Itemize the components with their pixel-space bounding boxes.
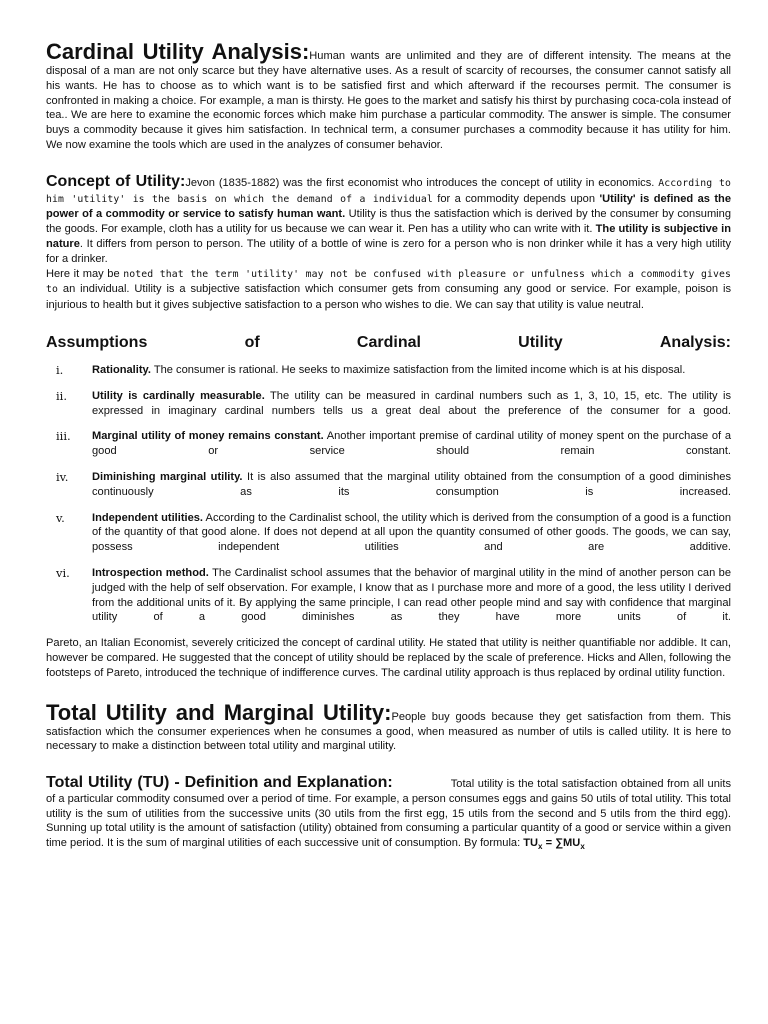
list-item-number: ii. <box>56 388 68 403</box>
pareto-paragraph: Pareto, an Italian Economist, severely criticized the concept of cardinal utility. He stated that utility is neither quantifiable nor addible. It can, however be compared. He suggested that the concept of utility should be replaced by the scale of preference. Hicks and Allen, following the footsteps of Pareto, introduced the technique of indifference curves. The cardinal utility approach is thus replaced by ordinal utility function. <box>46 637 731 679</box>
list-item-number: iv. <box>56 469 69 484</box>
formula-rhs: = ∑MU <box>542 837 581 850</box>
tu-mu-text: People buy goods because they get satisfaction from them. This satisfaction which the consumer experiences when he consumes a good, when measured as number of utils is called utility. It is here to necessary to make a distinction between total utility and marginal utility. <box>46 710 731 753</box>
tu-paragraph <box>46 776 731 855</box>
concept-text-7: noted that the term 'utility' may not be confused with pleasure or unfulness which a commodity gives to <box>46 268 732 296</box>
list-item <box>46 363 731 378</box>
concept-title: Concept of Utility: <box>46 172 186 190</box>
list-item-number: iii. <box>56 429 71 444</box>
list-item-bold: Introspection method. <box>92 566 209 579</box>
intro-title: Cardinal Utility Analysis: <box>46 39 310 64</box>
list-item-bold: Rationality. <box>92 363 151 376</box>
concept-bold-1: 'Utility' is defined as the power of a commodity or service to satisfy human want. <box>46 192 731 221</box>
list-item <box>46 566 731 625</box>
list-item-text <box>92 363 731 378</box>
concept-text-5: . It differs from person to person. The utility of a bottle of wine is zero for a person who is non drinker while it has a very high utility for a drinker. <box>46 237 731 265</box>
list-item-body: Another important premise of cardinal utility of money spent on the purchase of a good or service should remain constant. <box>92 430 731 458</box>
list-item <box>46 429 731 459</box>
tu-mu-paragraph <box>46 701 731 755</box>
concept-text-2: According to him 'utility' is the basis on which the demand of a individual <box>46 177 731 205</box>
list-item <box>46 511 731 555</box>
concept-text-4: Utility is thus the satisfaction which is derived by the consumer by consuming the goods. For example, cloth has a utility for us because we can wear it. Pen has a utility who can write with it. <box>46 208 731 236</box>
list-item-text <box>92 511 731 555</box>
tu-mu-title: Total Utility and Marginal Utility: <box>46 699 392 725</box>
list-item-bold: Independent utilities. <box>92 511 204 524</box>
concept-paragraph <box>46 172 732 313</box>
tu-title: Total Utility (TU) - Definition and Explanation: <box>46 774 393 792</box>
intro-text: Human wants are unlimited and they are of different intensity. The means at the disposal of a man are not only scarce but they have alternative uses. As a result of scarcity of recourses, the consumer cannot satisfy all his wants. He has to choose as to which want is to be satisfied first and which afterward if the recourses permit. The consumer is confronted in making a choice. For example, a man is thirsty. He goes to the market and satisfy his thirst by purchasing coca-cola instead of tea.. We are here to examine the economic forces which make him purchase a particular commodity. The answer is simple. The consumer buys a commodity because it gives him satisfaction. In technical term, a consumer purchases a commodity because it has utility for him. We now examine the tools which are used in the analyzes of consumer behavior. <box>46 50 731 151</box>
assumptions-heading-word: of <box>244 333 260 351</box>
list-item-text <box>92 429 731 459</box>
tu-formula <box>523 837 585 852</box>
list-item-bold: Marginal utility of money remains constant. <box>92 430 324 443</box>
assumptions-heading-word: Utility <box>518 333 563 351</box>
list-item-body: The consumer is rational. He seeks to maximize satisfaction from the limited income which is at his disposal. <box>150 363 686 376</box>
list-item-text <box>92 470 731 500</box>
assumptions-heading <box>46 333 731 353</box>
intro-paragraph <box>46 40 731 153</box>
document-page <box>46 40 731 855</box>
list-item-number: i. <box>56 362 64 377</box>
assumptions-heading-word: Analysis: <box>659 333 731 351</box>
list-item <box>46 470 731 500</box>
assumptions-list <box>46 363 731 625</box>
concept-bold-2: The utility is subjective in nature <box>46 223 731 250</box>
list-item-number: v. <box>56 510 65 525</box>
list-item-text <box>92 566 731 625</box>
list-item <box>46 389 731 419</box>
concept-text-6: Here it may be <box>46 267 124 280</box>
assumptions-heading-word: Assumptions <box>46 333 148 351</box>
concept-text-3: for a commodity depends upon <box>432 192 600 205</box>
list-item-text <box>92 389 731 419</box>
assumptions-heading-word: Cardinal <box>356 333 421 351</box>
list-item-body: The Cardinalist school assumes that the behavior of marginal utility in the mind of another person can be judged with the help of self observation. For example, I know that as I purchase more and more of a good, the less utility I derived from the additional units of it. By applying the same principle, I can read other people mind and say with confidence that marginal utility of a good diminishes as they have more units of it. <box>92 566 732 624</box>
list-item-bold: Utility is cardinally measurable. <box>92 389 265 402</box>
list-item-body: It is also assumed that the marginal utility obtained from the consumption of a good diminishes continuously as its consumption is increased. <box>92 470 731 498</box>
formula-sub-2: x <box>580 842 585 852</box>
concept-text-8: an individual. Utility is a subjective satisfaction which consumer gets from consuming any good or service. For example, poison is injurious to health but it gives subjective satisfaction to a person who wishes to die. We can say that utility is value neutral. <box>46 283 731 312</box>
tu-text: Total utility is the total satisfaction obtained from all units of a particular commodity consumed over a period of time. For example, a person consumes eggs and gains 50 utils of total utility. This total utility is the sum of utilities from the successive units (30 utils from the first egg, 15 utils from the second and 5 utils from the third egg). Sunning up total utility is the amount of satisfaction (utility) obtained from consuming a particular quantity of a good or service within a given time period. It is the sum of marginal utilities of each successive unit of consumption. By formula: <box>46 778 731 850</box>
formula-sub: x <box>538 842 543 852</box>
concept-text-1: Jevon (1835-1882) was the first economist who introduces the concept of utility in economics. <box>185 176 655 189</box>
formula-lhs: TU <box>523 837 539 850</box>
list-item-body: According to the Cardinalist school, the utility which is derived from the consumption of a good is a function of the quantity of that good alone. If does not depend at all upon the quantity consumed of other goods. The goods, we can say, possess independent utilities and are additive. <box>92 511 731 554</box>
list-item-bold: Diminishing marginal utility. <box>92 470 243 483</box>
list-item-number: vi. <box>56 565 70 580</box>
list-item-body: The utility can be measured in cardinal numbers such as 1, 3, 10, 15, etc. The utility is expressed in imaginary cardinal numbers tells us a great deal about the preference of the consumer for a good. <box>92 389 731 417</box>
